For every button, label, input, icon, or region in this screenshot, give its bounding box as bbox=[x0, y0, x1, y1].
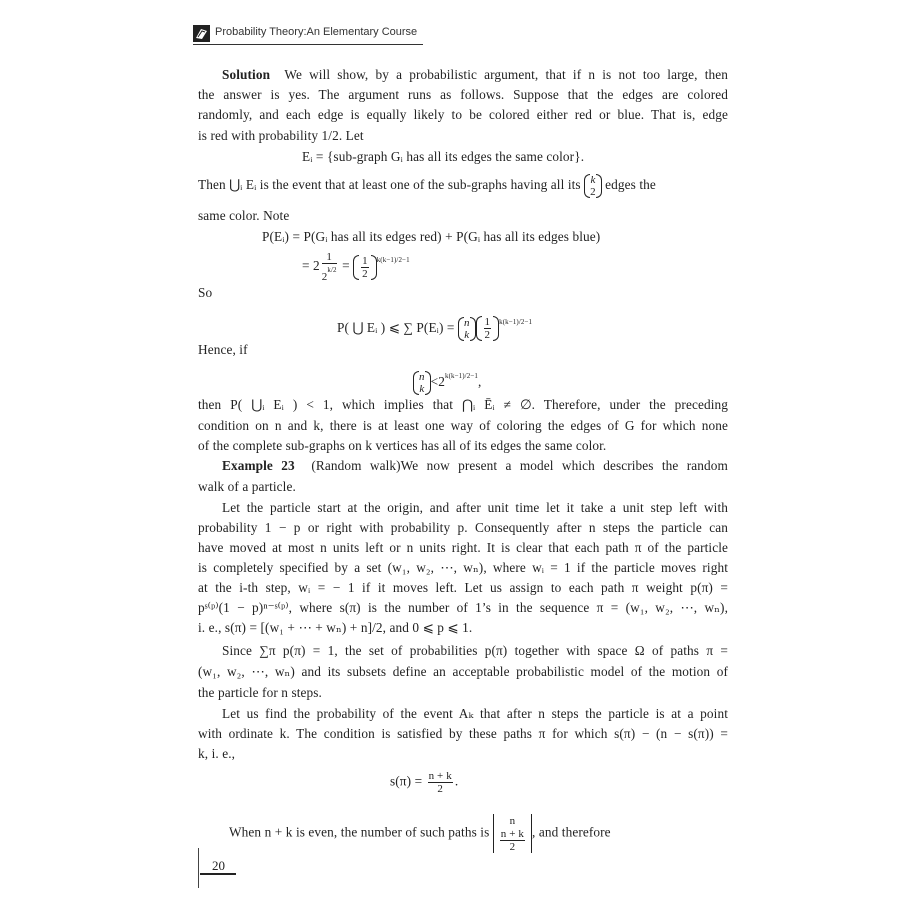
solution-line-3: randomly, and each edge is equally likely to be colored either red or blue. That is, edge bbox=[198, 107, 728, 122]
binom-n-half bbox=[493, 814, 532, 853]
example-line-2: walk of a particle. bbox=[198, 479, 296, 494]
equation-event: Eᵢ = {sub-graph Gᵢ has all its edges the same color}. bbox=[302, 149, 585, 164]
binom-num: n + k bbox=[500, 828, 525, 840]
when-text: When n + k is even, the number of such paths is bbox=[229, 824, 490, 840]
page-number: 20 bbox=[212, 858, 225, 873]
frac-num: n + k bbox=[428, 770, 452, 782]
union-lhs: P( ⋃ Eᵢ ) ⩽ ∑ P(Eᵢ) = bbox=[337, 320, 455, 335]
example-line-1 bbox=[222, 457, 728, 475]
pow-k2: k/2 bbox=[327, 266, 337, 274]
binom-top: n bbox=[509, 815, 516, 827]
binom-bottom-frac bbox=[500, 828, 525, 853]
so-text: So bbox=[198, 285, 213, 300]
walk-line-3: have moved at most n units left or n units right. It is clear that each path π of the particle bbox=[198, 540, 728, 555]
find-line-1: Let us find the probability of the event Aₖ that after n steps the particle is at a point bbox=[222, 706, 728, 721]
conclusion-line-1: then P( ⋃ᵢ Eᵢ ) < 1, which implies that ⋂ᵢ Ēᵢ ≠ ∅. Therefore, under the preceding bbox=[198, 397, 728, 412]
book-logo-icon bbox=[193, 25, 210, 42]
running-header bbox=[193, 22, 423, 48]
conclusion-line-2: condition on n and k, there is at least one way of coloring the edges of G for which none bbox=[198, 418, 728, 433]
para-line-then bbox=[198, 174, 656, 198]
solution-line-2: the answer is yes. The argument runs as follows. Suppose that the edges are colored bbox=[198, 87, 728, 102]
exp-2: k(k−1)/2−1 bbox=[499, 318, 533, 326]
paren-half: 1 2 bbox=[353, 255, 377, 280]
equation-condition: n k $<2^{k(k-1)/2-1}$, bbox=[413, 367, 481, 395]
walk-line-5: at the i-th step, wᵢ = − 1 if it moves left. Let us assign to each path π weight p(π) = bbox=[198, 580, 728, 595]
solution-label: Solution bbox=[222, 67, 271, 82]
frac-n-plus-k bbox=[428, 770, 453, 795]
exp-3: k(k−1)/2−1 bbox=[444, 372, 478, 380]
equation-union-bound bbox=[337, 313, 532, 341]
header-title: Probability Theory:An Elementary Course bbox=[215, 26, 418, 38]
edges-text: edges the bbox=[605, 177, 656, 193]
solution-line-1 bbox=[222, 66, 728, 84]
since-line-2: (w₁, w₂, ⋯, wₙ) and its subsets define an acceptable probabilistic model of the motion of bbox=[198, 664, 728, 679]
header-rule bbox=[193, 44, 423, 45]
page-number-rule bbox=[200, 873, 236, 875]
conclusion-line-3: of the complete sub-graphs on k vertices has all of its edges the same color. bbox=[198, 438, 607, 453]
example-label: Example 23 bbox=[222, 458, 295, 473]
find-line-3: k, i. e., bbox=[198, 746, 236, 761]
hence-text: Hence, if bbox=[198, 342, 248, 357]
binom-n-k-2: n k bbox=[413, 371, 431, 395]
therefore-text: , and therefore bbox=[532, 824, 611, 840]
binom-k-2: k 2 bbox=[584, 174, 602, 198]
solution-line-4: is red with probability 1/2. Let bbox=[198, 128, 364, 143]
paren-half-2: 1 2 bbox=[476, 316, 500, 341]
para-line-same-color: same color. Note bbox=[198, 208, 290, 223]
walk-line-4: is completely specified by a set (w₁, w₂, ⋯, wₙ), where wᵢ = 1 if the particle moves right bbox=[198, 560, 728, 575]
equation-prob-line-1: P(Eᵢ) = P(Gᵢ has all its edges red) + P(Gᵢ has all its edges blue) bbox=[262, 229, 601, 244]
two-coeff: = 2 bbox=[302, 258, 320, 274]
walk-line-1: Let the particle start at the origin, and after unit time let it take a unit step left with bbox=[222, 500, 728, 515]
solution-text: We will show, by a probabilistic argument, that if n is not too large, then bbox=[284, 67, 728, 82]
equation-prob-line-2: = 2 $\frac{1}{2^{k/2}}$ = 1 2 $^{k(k-1)/2-1}$ bbox=[302, 251, 410, 283]
margin-rule bbox=[198, 848, 199, 888]
frac-den: 2 bbox=[437, 783, 444, 795]
binom-n-k: n k bbox=[458, 317, 476, 341]
since-line-1: Since ∑π p(π) = 1, the set of probabilities p(π) together with space Ω of paths π = bbox=[222, 643, 728, 658]
walk-line-6: pˢ⁽ᵖ⁾(1 − p)ⁿ⁻ˢ⁽ᵖ⁾, where s(π) is the number of 1’s in the sequence π = (w₁, w₂, ⋯, wₙ), bbox=[198, 600, 728, 615]
then-text: Then ⋃ᵢ Eᵢ is the event that at least one of the sub-graphs having all its bbox=[198, 177, 581, 193]
binom-den: 2 bbox=[509, 841, 516, 853]
walk-line-7: i. e., s(π) = [(w₁ + ⋯ + wₙ) + n]/2, and 0 ⩽ p ⩽ 1. bbox=[198, 620, 473, 635]
when-line bbox=[229, 814, 611, 853]
find-line-2: with ordinate k. The condition is satisfied by these paths π for which s(π) − (n − s(π)) = bbox=[198, 726, 728, 741]
example-text: (Random walk)We now present a model which describes the random bbox=[311, 458, 728, 473]
s-pi-lhs: s(π) = bbox=[390, 773, 423, 789]
frac-one-over-2pow: $\frac{1}{2^{k/2}}$ bbox=[321, 251, 337, 283]
walk-line-2: probability 1 − p or right with probability p. Consequently after n steps the particle can bbox=[198, 520, 728, 535]
since-line-3: the particle for n steps. bbox=[198, 685, 322, 700]
exp-1: k(k−1)/2−1 bbox=[376, 256, 410, 265]
equation-s-pi: s(π) = $\frac{n + k}{2}$ . bbox=[390, 770, 459, 795]
